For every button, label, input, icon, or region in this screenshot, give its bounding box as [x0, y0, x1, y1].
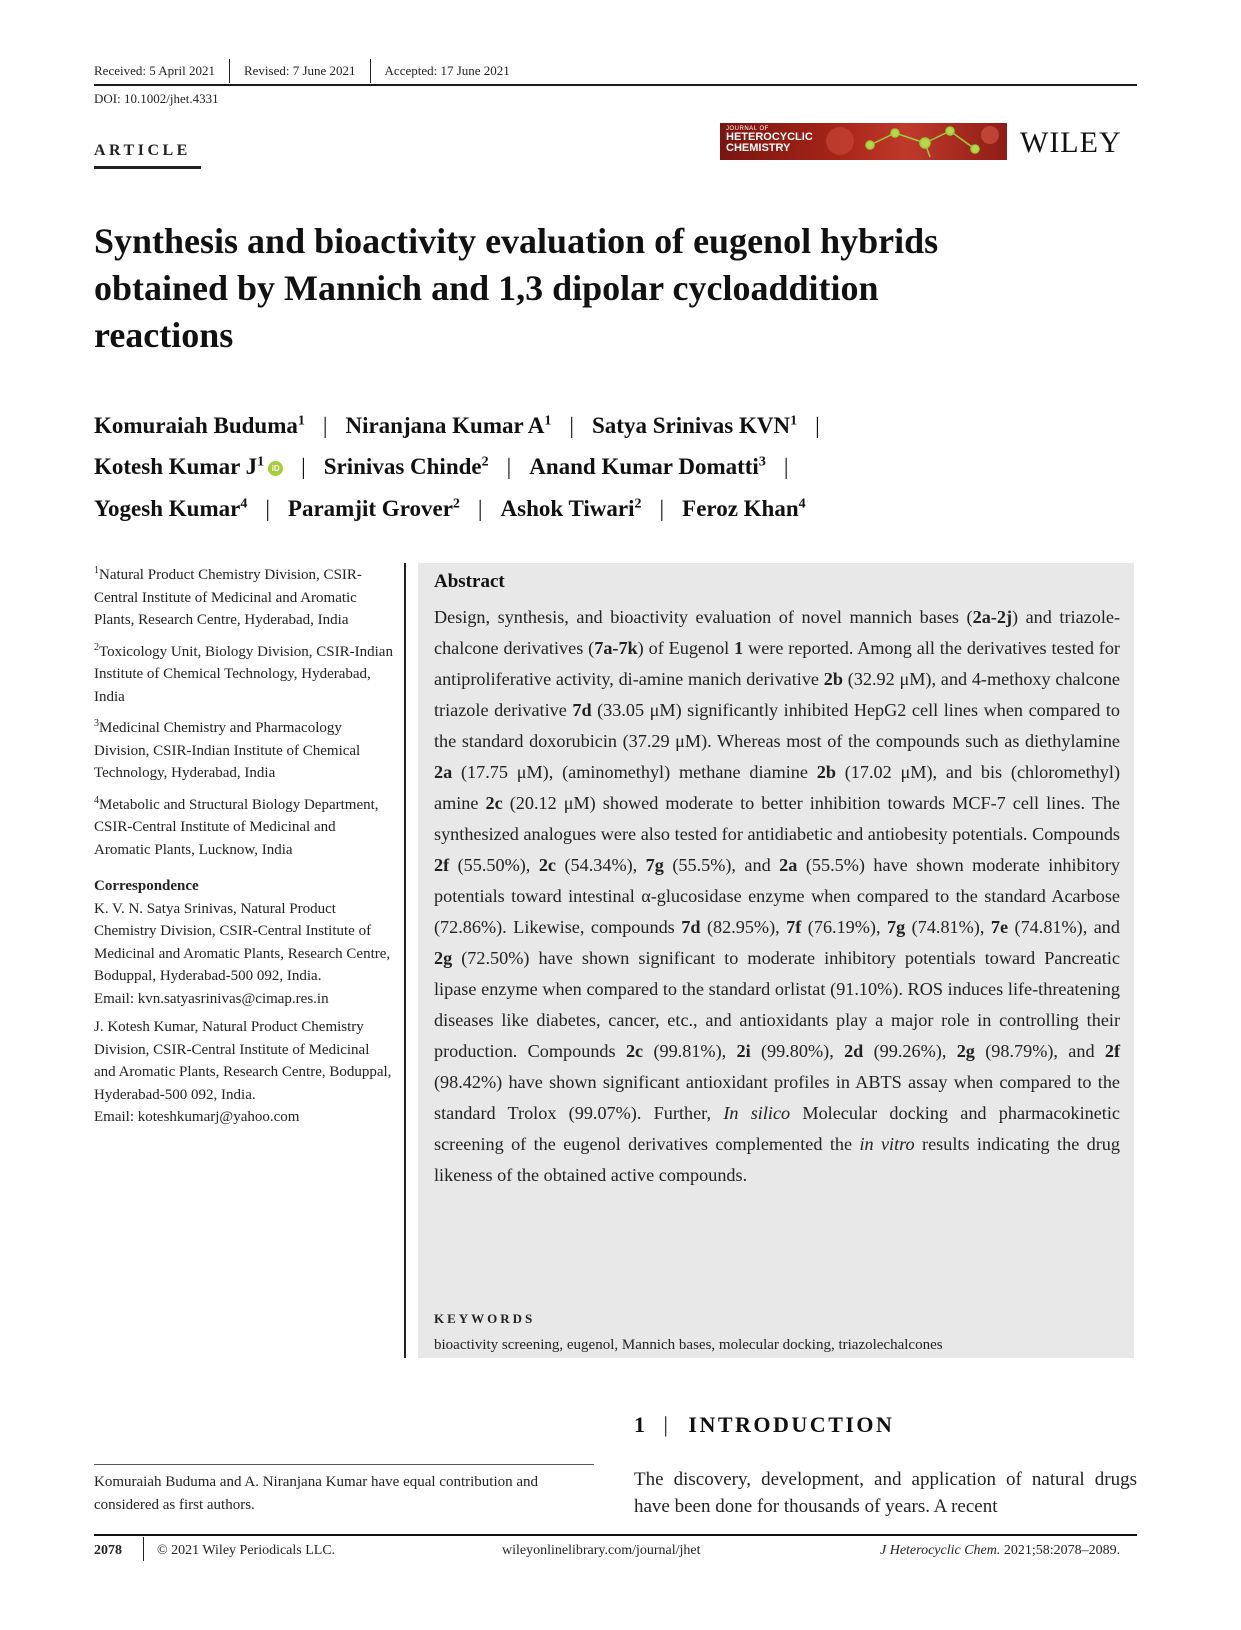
orcid-icon[interactable]: iD	[268, 461, 283, 476]
footer-separator	[143, 1537, 144, 1561]
abstract-text	[434, 602, 1120, 1191]
section-title: INTRODUCTION	[688, 1412, 895, 1437]
abstract-segment: (32.92 μM), and 4-methoxy chalcone triazole derivative	[434, 669, 1121, 720]
abstract-segment: (17.02 μM), and bis (chloromethyl) amine	[434, 762, 1120, 813]
revised-date: Revised: 7 June 2021	[243, 63, 356, 78]
abstract-segment: results indicating the drug likeness of the obtained active compounds.	[434, 1134, 1120, 1185]
abstract-segment: Design, synthesis, and bioactivity evaluation of novel mannich bases (	[434, 607, 973, 627]
received-dates	[94, 60, 524, 82]
compound-label: 2d	[844, 1041, 864, 1061]
abstract-segment: (55.5%) have shown moderate inhibitory potentials toward intestinal α-glucosidase enzyme when compared to the standard Acarbose (72.86%). Likewise, compounds	[434, 855, 1121, 937]
doi: DOI: 10.1002/jhet.4331	[94, 91, 219, 106]
compound-label: 2c	[485, 793, 503, 813]
compound-label: 2c	[538, 855, 556, 875]
abstract-segment: (55.50%),	[449, 855, 539, 875]
keywords-list: bioactivity screening, eugenol, Mannich bases, molecular docking, triazolechalcones	[434, 1337, 943, 1353]
journal-url[interactable]: wileyonlinelibrary.com/journal/jhet	[502, 1543, 701, 1558]
compound-label: 2c	[625, 1041, 644, 1061]
compound-label: 7d	[572, 700, 592, 720]
emphasis-text: in vitro	[859, 1134, 915, 1154]
compound-label: 7g	[645, 855, 664, 875]
author: Kotesh Kumar $J^1$ iD	[94, 454, 283, 479]
compound-label: 7a-7k	[594, 638, 638, 658]
correspondence-email[interactable]: Email: kvn.satyasrinivas@cimap.res.in	[94, 990, 329, 1007]
author: Srinivas Chinde$^2$	[323, 454, 489, 480]
compound-label: 2f	[434, 855, 450, 875]
abstract-segment: (98.79%), and	[974, 1041, 1105, 1061]
abstract-segment: (99.26%),	[863, 1041, 957, 1061]
author: Anand Kumar Domatti$^3$	[529, 454, 766, 480]
compound-label: 2a	[779, 855, 798, 875]
journal-banner	[720, 123, 1007, 160]
author: Satya Srinivas KVN$^1$	[592, 412, 798, 438]
keywords-heading: KEYWORDS	[434, 1311, 536, 1326]
section-rule	[94, 166, 201, 169]
abstract-segment: (72.50%) have shown significant to moderate inhibitory potentials toward Pancreatic lipase enzyme when compared to the standard orlistat (91.10%). ROS induces life-threatening diseases like diabetes, cancer, etc., and antioxidants play a major role in controlling their production. Compounds	[434, 948, 1120, 1061]
compound-label: 7e	[990, 917, 1009, 937]
author: Ashok Tiwari$^2$	[500, 495, 642, 521]
compound-label: 2g	[434, 948, 453, 968]
correspondence-entry: K. V. N. Satya Srinivas, Natural Product Chemistry Division, CSIR-Central Institute of Medicinal and Aromatic Plants, Research Centre, Boduppal, Hyderabad-500 092, India.	[94, 900, 391, 984]
compound-label: 2a	[434, 762, 453, 782]
abstract-segment: (82.95%),	[700, 917, 787, 937]
received-date: Received: 5 April 2021	[94, 63, 215, 78]
copyright: © 2021 Wiley Periodicals LLC.	[157, 1543, 336, 1558]
abstract-segment: ) of Eugenol	[637, 638, 735, 658]
compound-label: 2a-2j	[972, 607, 1013, 627]
compound-label: 7d	[681, 917, 701, 937]
affiliation: $^3$Medicinal Chemistry and Pharmacology Division, CSIR-Indian Institute of Chemical Technology, Hyderabad, India	[94, 718, 361, 781]
abstract-segment: were reported. Among all the derivatives tested for antiproliferative activity, di-amine manich derivative	[434, 638, 1120, 689]
abstract-segment: (54.34%),	[556, 855, 646, 875]
introduction-text: The discovery, development, and application of natural drugs have been done for thousands of years. A recent	[634, 1469, 1137, 1517]
compound-label: 2f	[1104, 1041, 1121, 1061]
abstract-segment: (55.5%), and	[663, 855, 780, 875]
abstract-segment: (33.05 μM) significantly inhibited HepG2 cell lines when compared to the standard doxorubicin (37.29 μM). Whereas most of the compounds such as diethylamine	[434, 700, 1120, 751]
abstract-segment: (17.75 μM), (aminomethyl) methane diamine	[452, 762, 817, 782]
abstract-segment: (74.81%),	[905, 917, 991, 937]
emphasis-text: In silico	[723, 1103, 791, 1123]
abstract-segment: (20.12 μM) showed moderate to better inhibition towards MCF-7 cell lines. The synthesized analogues were also tested for antidiabetic and antiobesity potentials. Compounds	[434, 793, 1120, 844]
abstract-segment: (98.42%) have shown significant antioxidant profiles in ABTS assay when compared to the standard Trolox (99.07%). Further,	[434, 1072, 1120, 1123]
compound-label: 7f	[786, 917, 802, 937]
affiliation: $^1$Natural Product Chemistry Division, CSIR-Central Institute of Medicinal and Aromatic Plants, Research Centre, Hyderabad, India	[94, 565, 362, 628]
footer-rule	[94, 1534, 1137, 1536]
affiliations	[94, 560, 394, 1129]
compound-label: 2g	[956, 1041, 975, 1061]
accepted-date: Accepted: 17 June 2021	[384, 63, 510, 78]
section-number: 1	[634, 1412, 648, 1437]
compound-label: 2i	[736, 1041, 751, 1061]
abstract-heading: Abstract	[434, 571, 505, 592]
author: Yogesh Kumar$^4$	[94, 495, 248, 521]
correspondence-heading: Correspondence	[94, 878, 199, 894]
compound-label: 2b	[816, 762, 836, 782]
footnote-rule	[94, 1464, 594, 1465]
compound-label: 1	[734, 638, 744, 658]
affiliation: $^4$Metabolic and Structural Biology Department, CSIR-Central Institute of Medicinal and Aromatic Plants, Lucknow, India	[94, 794, 379, 858]
page-number: 2078	[94, 1543, 122, 1558]
section-heading: 1 | INTRODUCTION	[634, 1412, 895, 1437]
abstract-segment: (74.81%), and	[1008, 917, 1120, 937]
paper-title: Synthesis and bioactivity evaluation of eugenol hybrids obtained by Mannich and 1,3 dipolar cycloaddition reactions	[94, 221, 939, 355]
author: Niranjana Kumar $A^1$	[345, 412, 552, 438]
abstract-segment: Molecular docking and pharmacokinetic screening of the eugenol derivatives complemented the	[434, 1103, 1120, 1154]
affiliation: $^2$Toxicology Unit, Biology Division, CSIR-Indian Institute of Chemical Technology, Hyderabad, India	[94, 641, 393, 705]
abstract-segment: (99.81%),	[643, 1041, 737, 1061]
correspondence-email[interactable]: Email: koteshkumarj@yahoo.com	[94, 1109, 300, 1125]
abstract-segment: ) and triazole-chalcone derivatives (	[434, 607, 1120, 658]
author: Feroz Khan$^4$	[682, 495, 806, 521]
author: Paramjit Grover$^2$	[287, 495, 460, 521]
compound-label: 7g	[887, 917, 906, 937]
author-list: Komuraiah Buduma$^1$ | Niranjana Kumar $A^1$ | Satya Srinivas KVN$^1$ | Kotesh Kumar $J^1$ iD | Srinivas Chinde$^2$ | Anand Kumar Domatti$^3$ | Yogesh Kumar$^4$ | Paramjit Grover$^2$ | Ashok Tiwari$^2$ | Feroz Khan$^4$	[94, 412, 820, 521]
compound-label: 2b	[823, 669, 843, 689]
section-label: ARTICLE	[94, 142, 191, 159]
citation: J Heterocyclic Chem. 2021;58:2078–2089.	[880, 1543, 1121, 1558]
footnote: Komuraiah Buduma and A. Niranjana Kumar have equal contribution and considered as first authors.	[94, 1474, 539, 1513]
abstract-segment: (99.80%),	[750, 1041, 845, 1061]
author: Komuraiah Buduma$^1$	[94, 412, 305, 438]
abstract-segment: (76.19%),	[801, 917, 887, 937]
abstract-divider	[404, 563, 406, 1358]
journal-title: JOURNAL OF HETEROCYCLIC CHEMISTRY	[726, 126, 813, 154]
header-rule	[94, 84, 1137, 86]
correspondence-entry: J. Kotesh Kumar, Natural Product Chemistry Division, CSIR-Central Institute of Medicinal and Aromatic Plants, Research Centre, Boduppal, Hyderabad-500 092, India.	[94, 1019, 392, 1103]
publisher-logo: WILEY	[1020, 126, 1122, 159]
